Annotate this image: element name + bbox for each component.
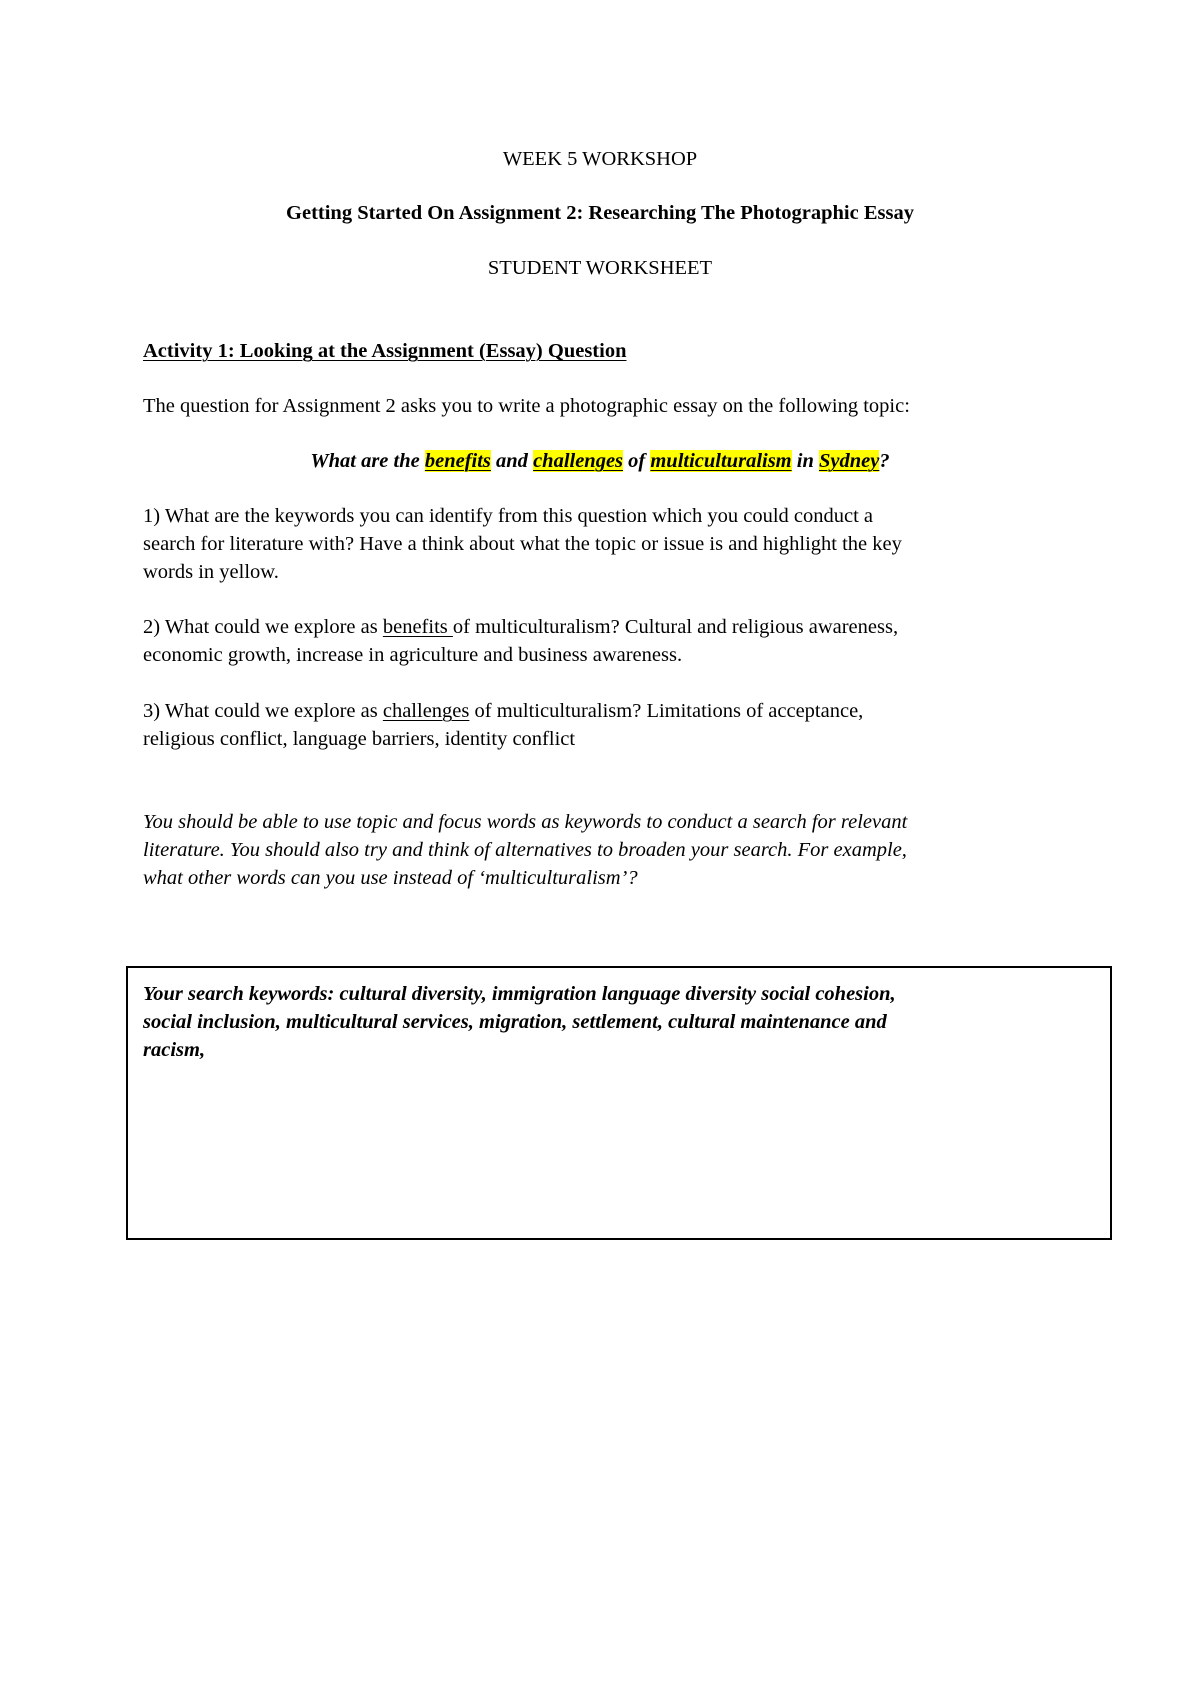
worksheet-label: STUDENT WORKSHEET: [487, 257, 713, 279]
page-subtitle: Getting Started On Assignment 2: Researching The Photographic Essay: [286, 202, 914, 224]
keyword-challenges: challenges: [533, 450, 624, 472]
page-title: WEEK 5 WORKSHOP: [502, 148, 698, 170]
question-1-line: search for literature with? Have a think about what the topic or issue is and highlight the key: [143, 533, 902, 555]
question-text: ?: [879, 450, 890, 472]
keyword-multiculturalism: multiculturalism: [650, 450, 792, 472]
search-keywords-line: racism,: [143, 1039, 206, 1061]
question-3-keyword: challenges: [382, 700, 470, 722]
question-text: of: [623, 450, 651, 472]
search-keywords-line: Your search keywords: cultural diversity, immigration language diversity social cohesion,: [143, 983, 896, 1005]
question-2-answer: of multiculturalism? Cultural and religious awareness,: [452, 616, 899, 638]
search-keywords-line: social inclusion, multicultural services, migration, settlement, cultural maintenance and: [143, 1011, 887, 1033]
question-1-line: words in yellow.: [143, 561, 279, 583]
question-2-line: economic growth, increase in agriculture and business awareness.: [143, 644, 683, 666]
keyword-sydney: Sydney: [819, 450, 880, 472]
activity-intro: The question for Assignment 2 asks you to write a photographic essay on the following topic:: [143, 395, 910, 417]
question-2-keyword: benefits: [382, 616, 453, 638]
question-3-line: [143, 697, 863, 725]
guidance-note-line: literature. You should also try and think of alternatives to broaden your search. For example,: [143, 839, 907, 861]
question-text: and: [490, 450, 534, 472]
question-3-answer: of multiculturalism? Limitations of acceptance,: [469, 700, 864, 722]
question-3-prefix: 3) What could we explore as: [143, 700, 383, 722]
question-3-line: religious conflict, language barriers, identity conflict: [143, 728, 576, 750]
keyword-benefits: benefits: [424, 450, 491, 472]
question-2-line: [143, 613, 898, 641]
guidance-note-line: You should be able to use topic and focus words as keywords to conduct a search for relevant: [143, 811, 908, 833]
question-2-prefix: 2) What could we explore as: [143, 616, 383, 638]
guidance-note-line: what other words can you use instead of ‘multiculturalism’?: [143, 867, 638, 889]
question-1-line: 1) What are the keywords you can identify from this question which you could conduct a: [143, 505, 874, 527]
question-text: in: [791, 450, 819, 472]
activity-heading: Activity 1: Looking at the Assignment (Essay) Question: [143, 340, 627, 362]
question-text: What are the: [310, 450, 425, 472]
essay-question: [0, 447, 1200, 475]
